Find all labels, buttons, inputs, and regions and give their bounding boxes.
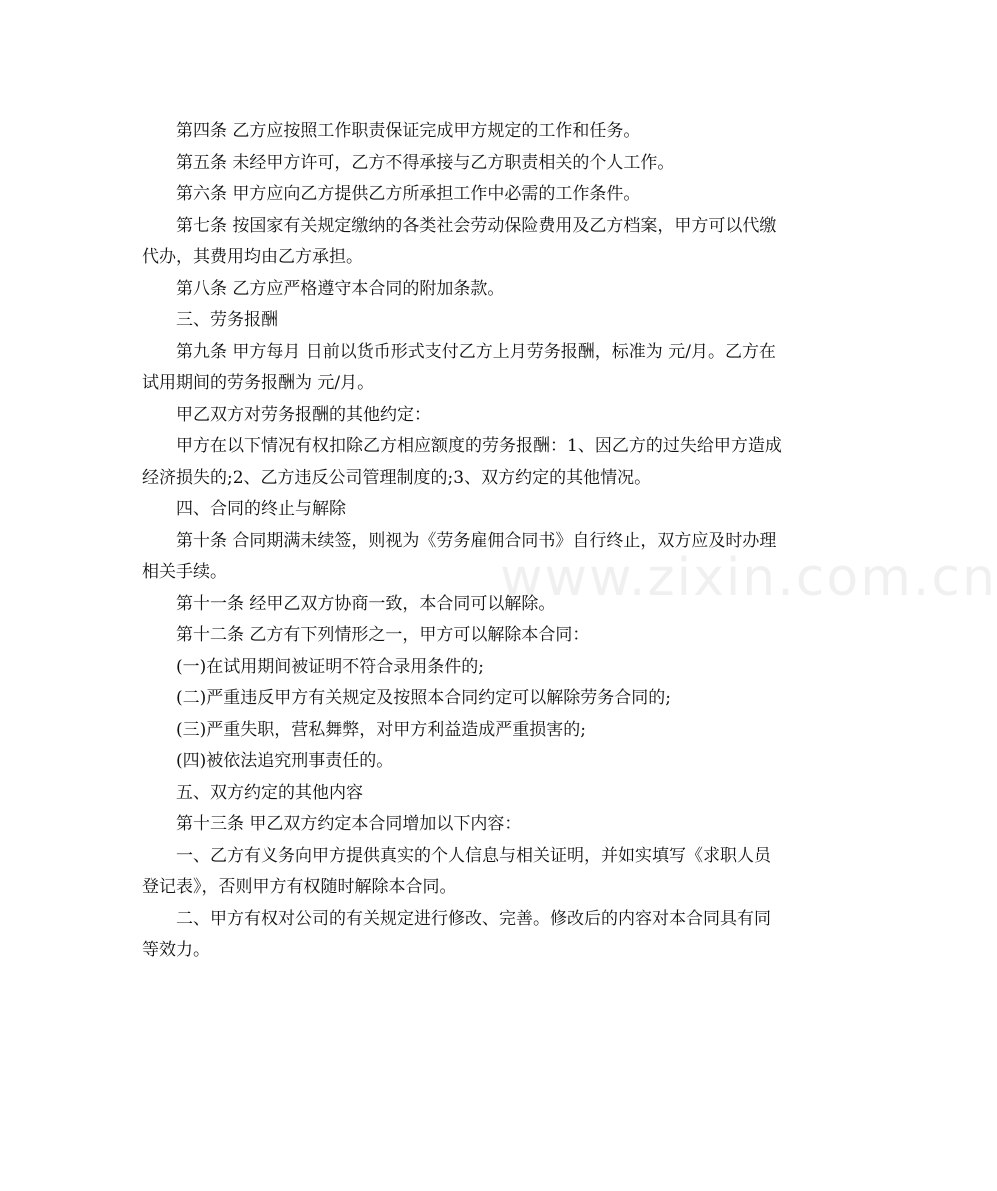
clause-7: 第七条 按国家有关规定缴纳的各类社会劳动保险费用及乙方档案，甲方可以代缴代办，其费用均由乙方承担。 bbox=[142, 215, 777, 267]
clause-4: 第四条 乙方应按照工作职责保证完成甲方规定的工作和任务。 bbox=[176, 121, 641, 141]
other-item-1: 一、乙方有义务向甲方提供真实的个人信息与相关证明，并如实填写《求职人员登记表》，否则甲方有权随时解除本合同。 bbox=[142, 845, 771, 897]
section-heading-termination: 四、合同的终止与解除 bbox=[176, 499, 346, 519]
section-heading-other: 五、双方约定的其他内容 bbox=[176, 782, 363, 803]
clause-12: 第十二条 乙方有下列情形之一，甲方可以解除本合同： bbox=[176, 625, 590, 645]
clause-13: 第十三条 甲乙双方约定本合同增加以下内容： bbox=[176, 814, 522, 834]
clause-9: 第九条 甲方每月 日前以货币形式支付乙方上月劳务报酬，标准为 元/月。乙方在试用期间的劳务报酬为 元/月。 bbox=[142, 341, 776, 393]
termination-item-1: (一)在试用期间被证明不符合录用条件的; bbox=[176, 656, 484, 677]
section-heading-remuneration: 三、劳务报酬 bbox=[176, 310, 278, 330]
clause-6: 第六条 甲方应向乙方提供乙方所承担工作中必需的工作条件。 bbox=[176, 184, 641, 204]
clause-11: 第十一条 经甲乙双方协商一致，本合同可以解除。 bbox=[176, 593, 556, 614]
document-body bbox=[142, 116, 782, 967]
termination-item-3: (三)严重失职，营私舞弊，对甲方利益造成严重损害的; bbox=[176, 719, 586, 740]
remuneration-other-terms: 甲乙双方对劳务报酬的其他约定： bbox=[176, 404, 431, 425]
watermark-logo: www.zixin.com.cn bbox=[500, 548, 997, 608]
clause-10: 第十条 合同期满未续签，则视为《劳务雇佣合同书》自行终止，双方应及时办理相关手续。 bbox=[142, 530, 777, 582]
other-item-2: 二、甲方有权对公司的有关规定进行修改、完善。修改后的内容对本合同具有同等效力。 bbox=[142, 908, 771, 960]
termination-item-4: (四)被依法追究刑事责任的。 bbox=[176, 751, 394, 771]
clause-8: 第八条 乙方应严格遵守本合同的附加条款。 bbox=[176, 278, 505, 299]
remuneration-deduction: 甲方在以下情况有权扣除乙方相应额度的劳务报酬：1、因乙方的过失给甲方造成经济损失的;2、乙方违反公司管理制度的;3、双方约定的其他情况。 bbox=[142, 436, 782, 488]
termination-item-2: (二)严重违反甲方有关规定及按照本合同约定可以解除劳务合同的; bbox=[176, 688, 671, 708]
clause-5: 第五条 未经甲方许可，乙方不得承接与乙方职责相关的个人工作。 bbox=[176, 152, 675, 173]
